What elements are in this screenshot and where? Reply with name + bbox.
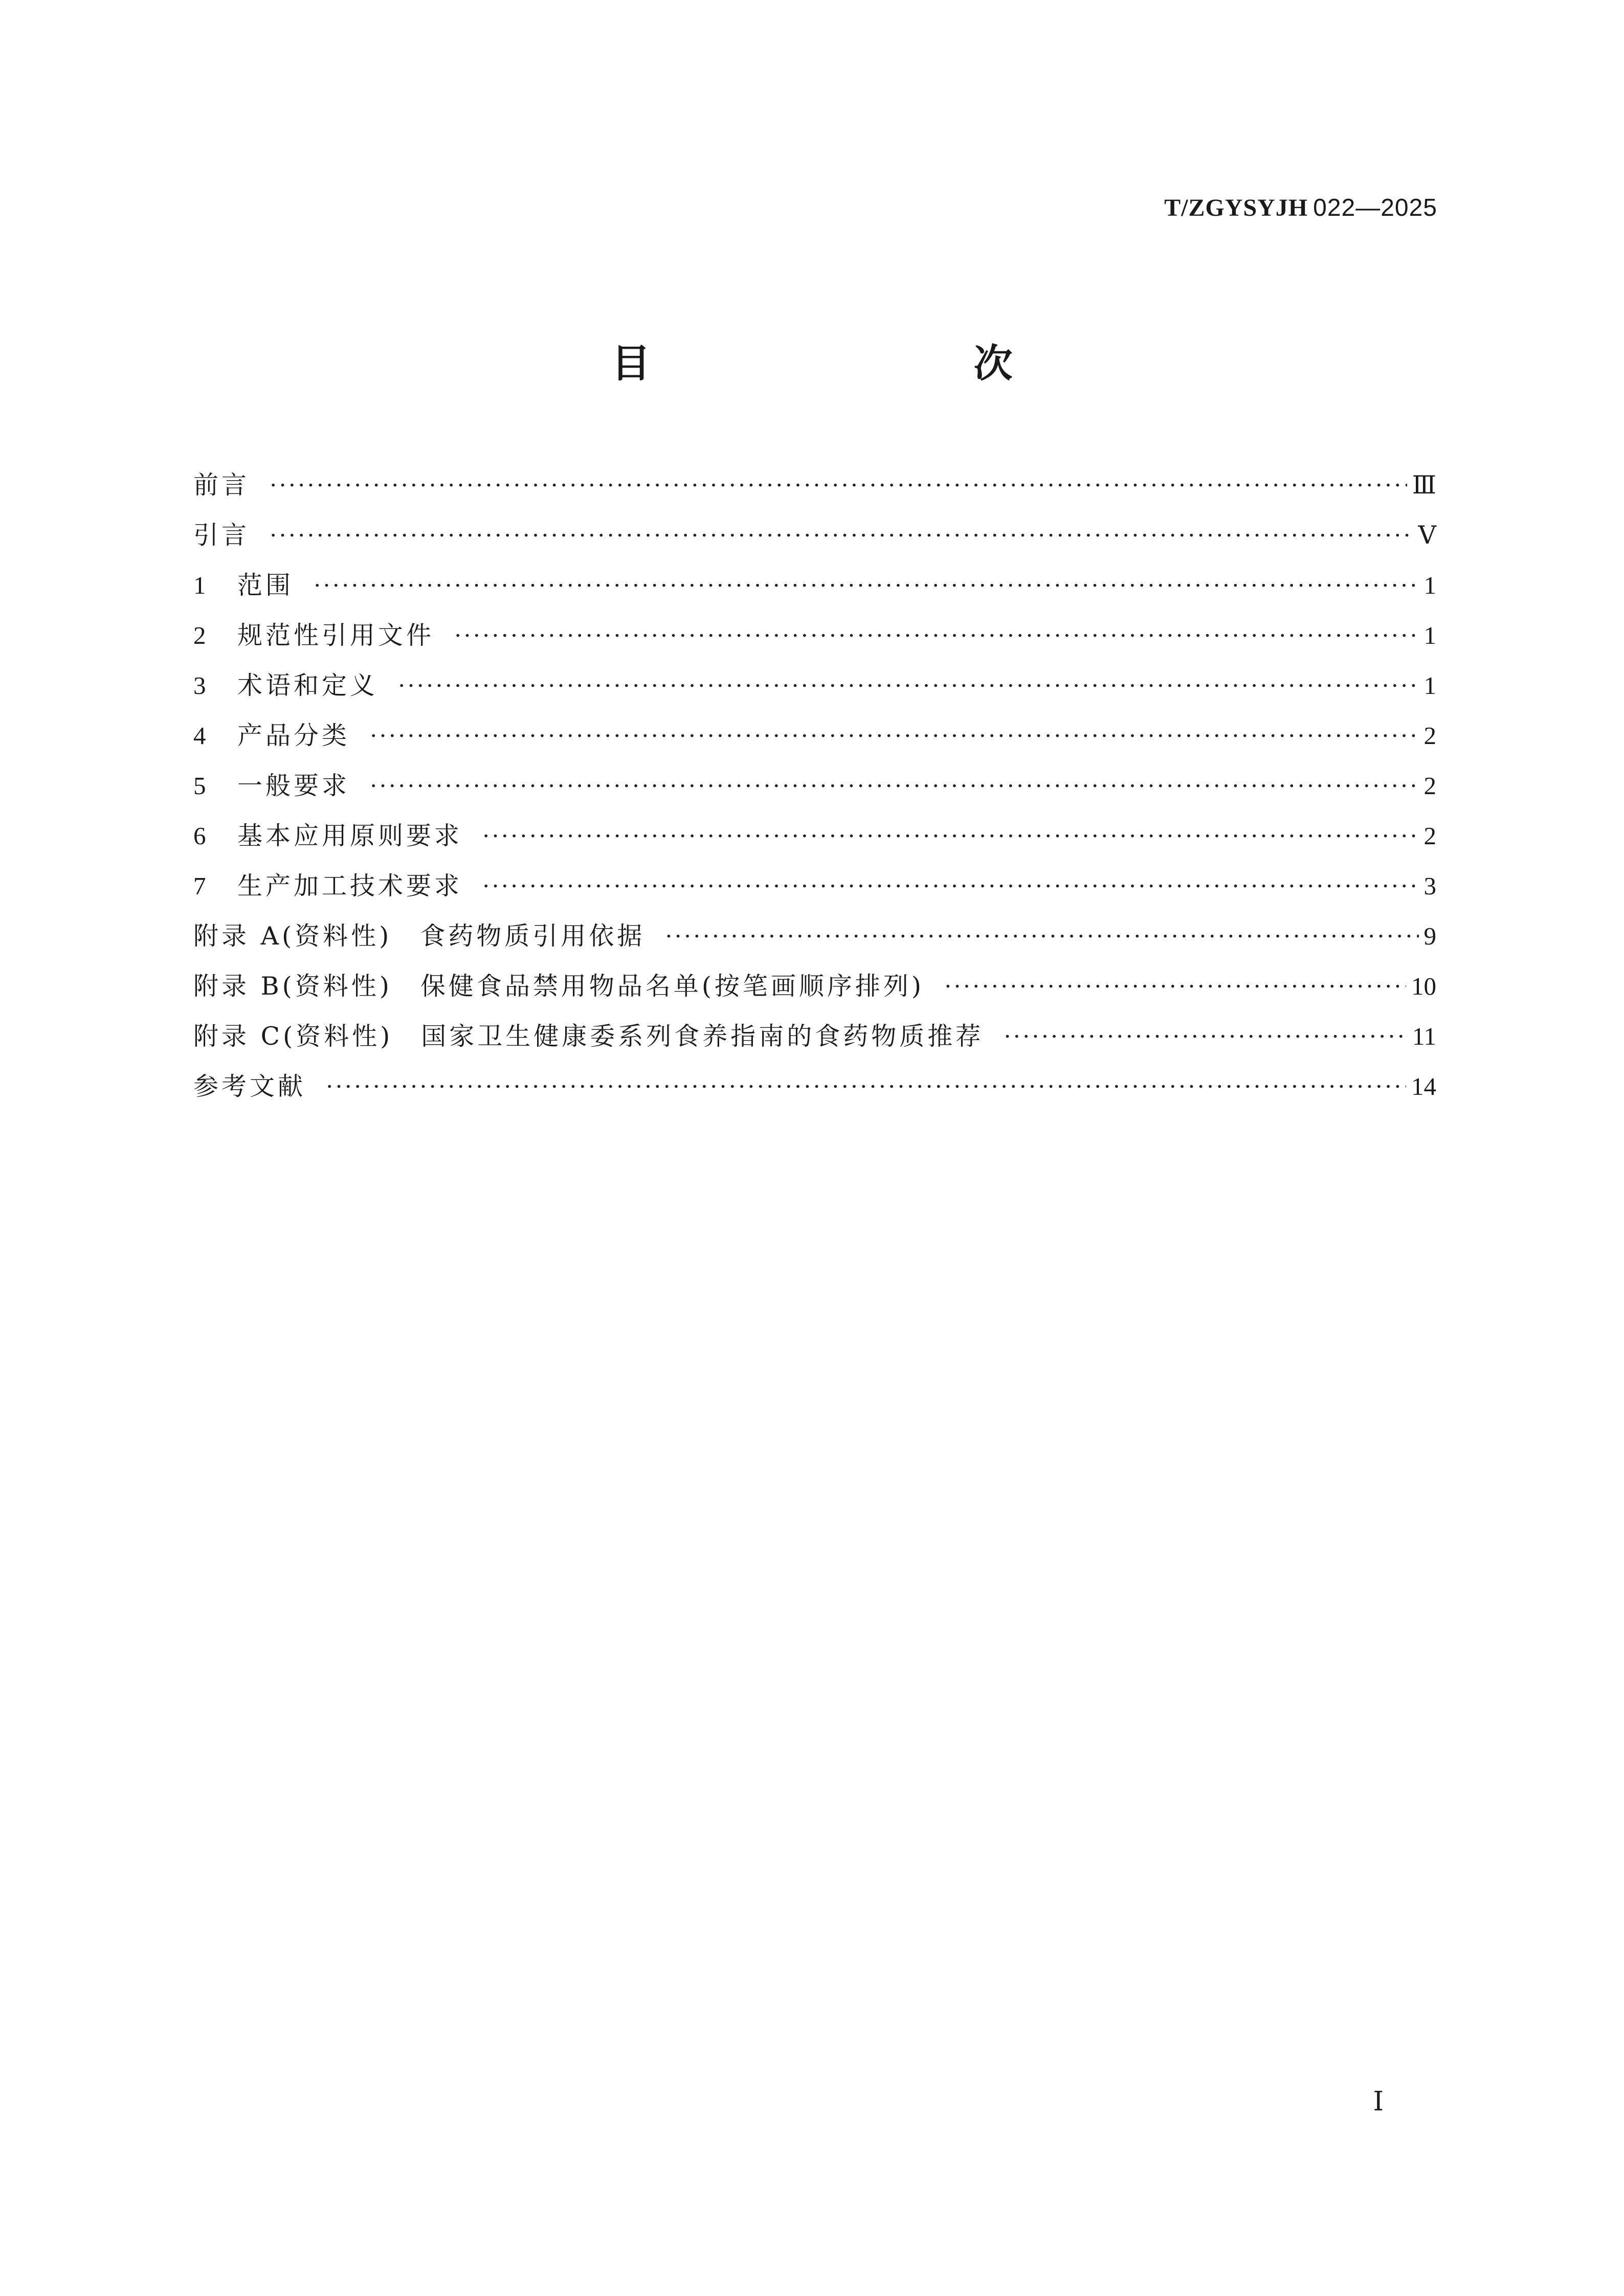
toc-entry-label: 规范性引用文件 — [237, 621, 435, 650]
toc-entry-scope[interactable] — [193, 560, 1436, 611]
toc-entry-label: 引言 — [193, 521, 250, 550]
toc-entry-page: Ⅴ — [1418, 521, 1436, 549]
toc-dot-leader — [482, 861, 1418, 911]
toc-entry-number: 4 — [193, 722, 206, 750]
toc-entry-page: 1 — [1423, 671, 1436, 700]
toc-entry-product-classification[interactable] — [193, 711, 1436, 761]
toc-entry-number: 5 — [193, 772, 206, 800]
toc-dot-leader — [269, 460, 1407, 510]
toc-entry-appendix-c[interactable] — [193, 1011, 1436, 1062]
toc-entry-page: 2 — [1423, 772, 1436, 800]
table-of-contents — [193, 460, 1436, 1112]
toc-entry-general-requirements[interactable] — [193, 761, 1436, 811]
toc-entry-label: 附录 B(资料性) 保健食品禁用物品名单(按笔画顺序排列) — [193, 972, 925, 1001]
toc-entry-basic-application-principles[interactable] — [193, 811, 1436, 861]
toc-dot-leader — [369, 711, 1418, 761]
toc-entry-page: 14 — [1411, 1072, 1436, 1100]
toc-entry-page: 1 — [1423, 571, 1436, 599]
toc-entry-page: 10 — [1411, 972, 1436, 1000]
page-number: Ⅰ — [1373, 2087, 1384, 2117]
page-title: 目 次 — [611, 341, 1095, 386]
toc-dot-leader — [313, 560, 1418, 611]
toc-entry-introduction[interactable] — [193, 510, 1436, 560]
toc-dot-leader — [1003, 1011, 1407, 1062]
toc-dot-leader — [454, 611, 1418, 661]
toc-entry-page: Ⅲ — [1412, 471, 1436, 499]
toc-entry-label: 附录 C(资料性) 国家卫生健康委系列食养指南的食药物质推荐 — [193, 1022, 984, 1051]
toc-entry-page: 2 — [1423, 722, 1436, 750]
toc-entry-number: 3 — [193, 671, 206, 700]
standard-number: 022—2025 — [1313, 194, 1437, 221]
standard-prefix: T/ZGYSYJH — [1164, 194, 1308, 221]
toc-dot-leader — [269, 510, 1413, 560]
toc-dot-leader — [664, 911, 1418, 961]
toc-entry-number: 7 — [193, 872, 206, 900]
toc-entry-number: 1 — [193, 571, 206, 599]
toc-entry-appendix-b[interactable] — [193, 961, 1436, 1011]
toc-entry-label: 基本应用原则要求 — [237, 821, 463, 850]
toc-entry-number: 6 — [193, 822, 206, 850]
toc-entry-label: 术语和定义 — [237, 671, 379, 700]
toc-entry-label: 参考文献 — [193, 1072, 306, 1101]
toc-entry-number: 2 — [193, 621, 206, 649]
toc-entry-normative-references[interactable] — [193, 611, 1436, 661]
toc-entry-label: 生产加工技术要求 — [237, 871, 463, 901]
toc-entry-production-technical-requirements[interactable] — [193, 861, 1436, 911]
toc-entry-terms-definitions[interactable] — [193, 661, 1436, 711]
toc-dot-leader — [397, 661, 1418, 711]
toc-dot-leader — [325, 1062, 1406, 1112]
toc-entry-bibliography[interactable] — [193, 1062, 1436, 1112]
standard-code — [1164, 193, 1437, 222]
toc-entry-page: 11 — [1412, 1022, 1436, 1050]
toc-entry-appendix-a[interactable] — [193, 911, 1436, 961]
toc-entry-foreword[interactable] — [193, 460, 1436, 510]
toc-entry-page: 9 — [1423, 922, 1436, 950]
toc-dot-leader — [482, 811, 1418, 861]
toc-entry-label: 一般要求 — [237, 771, 350, 800]
toc-entry-page: 3 — [1423, 872, 1436, 900]
toc-entry-label: 附录 A(资料性) 食药物质引用依据 — [193, 921, 646, 951]
toc-entry-label: 范围 — [237, 571, 294, 600]
toc-entry-page: 1 — [1423, 621, 1436, 649]
toc-entry-label: 产品分类 — [237, 721, 350, 750]
toc-entry-label: 前言 — [193, 470, 250, 500]
toc-entry-page: 2 — [1423, 822, 1436, 850]
toc-dot-leader — [944, 961, 1406, 1011]
toc-dot-leader — [369, 761, 1418, 811]
